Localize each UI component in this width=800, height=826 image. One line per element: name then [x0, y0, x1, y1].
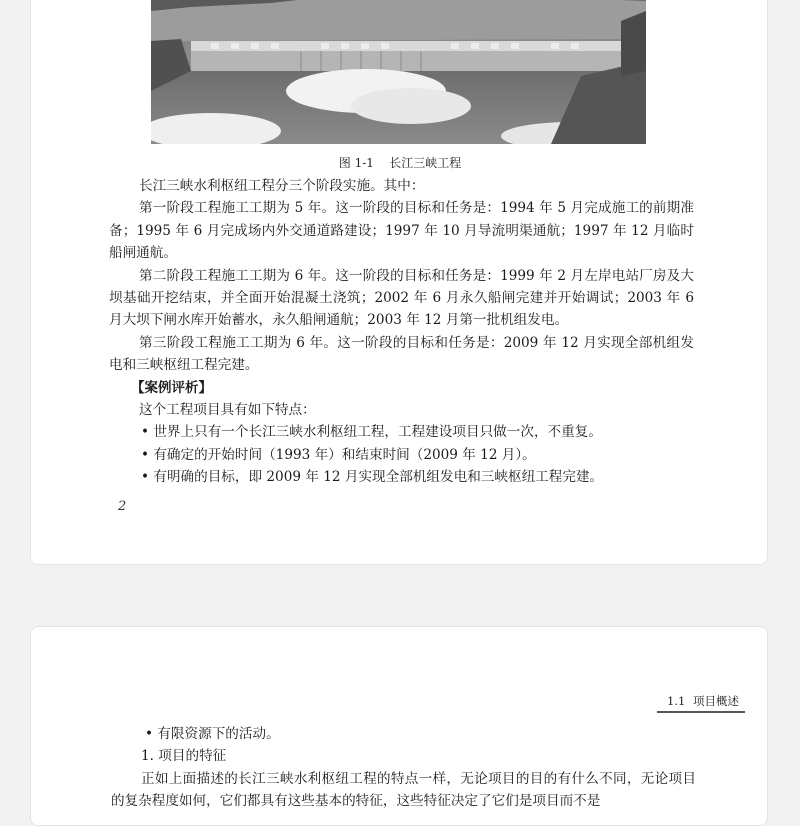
- paragraph-phase-3: 第三阶段工程施工工期为 6 年。这一阶段的目标和任务是：2009 年 12 月实现全部机组发电和三峡枢纽工程完建。: [109, 334, 694, 374]
- figure-caption: [31, 154, 769, 171]
- case-intro: 这个工程项目具有如下特点：: [139, 402, 316, 419]
- page-number: 2: [118, 499, 127, 514]
- bullet-item: • 世界上只有一个长江三峡水利枢纽工程，工程建设项目只做一次，不重复。: [141, 424, 602, 441]
- running-head-title: 项目概述: [693, 694, 739, 708]
- paragraph-phase-1: 第一阶段工程施工工期为 5 年。这一阶段的目标和任务是：1994 年 5 月完成施工的前期准备；1995 年 6 月完成场内外交通道路建设；1997 年 10 月导流明渠通航；1997 年 12 月临时船闸通航。: [109, 200, 694, 262]
- page-1-body: [109, 175, 694, 489]
- figure-title: 长江三峡工程: [389, 156, 462, 170]
- bullet-item: • 有确定的开始时间（1993 年）和结束时间（2009 年 12 月）。: [141, 446, 536, 463]
- dam-photo-illustration: [151, 0, 646, 144]
- case-analysis-heading: 【案例评析】: [131, 379, 212, 396]
- three-gorges-dam-photo: [151, 0, 646, 144]
- running-header: [657, 693, 745, 713]
- page-2-body: [111, 723, 696, 813]
- bullet-item: • 有限资源下的活动。: [145, 726, 280, 742]
- document-page-1: [30, 0, 768, 565]
- paragraph-phase-2: 第二阶段工程施工工期为 6 年。这一阶段的目标和任务是：1999 年 2 月左岸电站厂房及大坝基础开挖结束，并全面开始混凝土浇筑；2002 年 6 月永久船闸完建并开始调试；2003 年 6 月大坝下闸水库开始蓄水，永久船闸通航；2003 年 12 月第一批机组发电。: [109, 267, 694, 329]
- paragraph-features: 正如上面描述的长江三峡水利枢纽工程的特点一样，无论项目的目的有什么不同，无论项目的复杂程度如何，它们都具有这些基本的特征，这些特征决定了它们是项目而不是: [111, 770, 696, 810]
- paragraph-intro: 长江三峡水利枢纽工程分三个阶段实施。其中：: [139, 178, 425, 194]
- document-page-2: [30, 626, 768, 826]
- running-head-number: 1.1: [667, 694, 686, 708]
- section-heading: 1. 项目的特征: [141, 748, 227, 765]
- bullet-item: • 有明确的目标，即 2009 年 12 月实现全部机组发电和三峡枢纽工程完建。: [141, 469, 604, 486]
- figure-label: 图 1-1: [338, 156, 374, 170]
